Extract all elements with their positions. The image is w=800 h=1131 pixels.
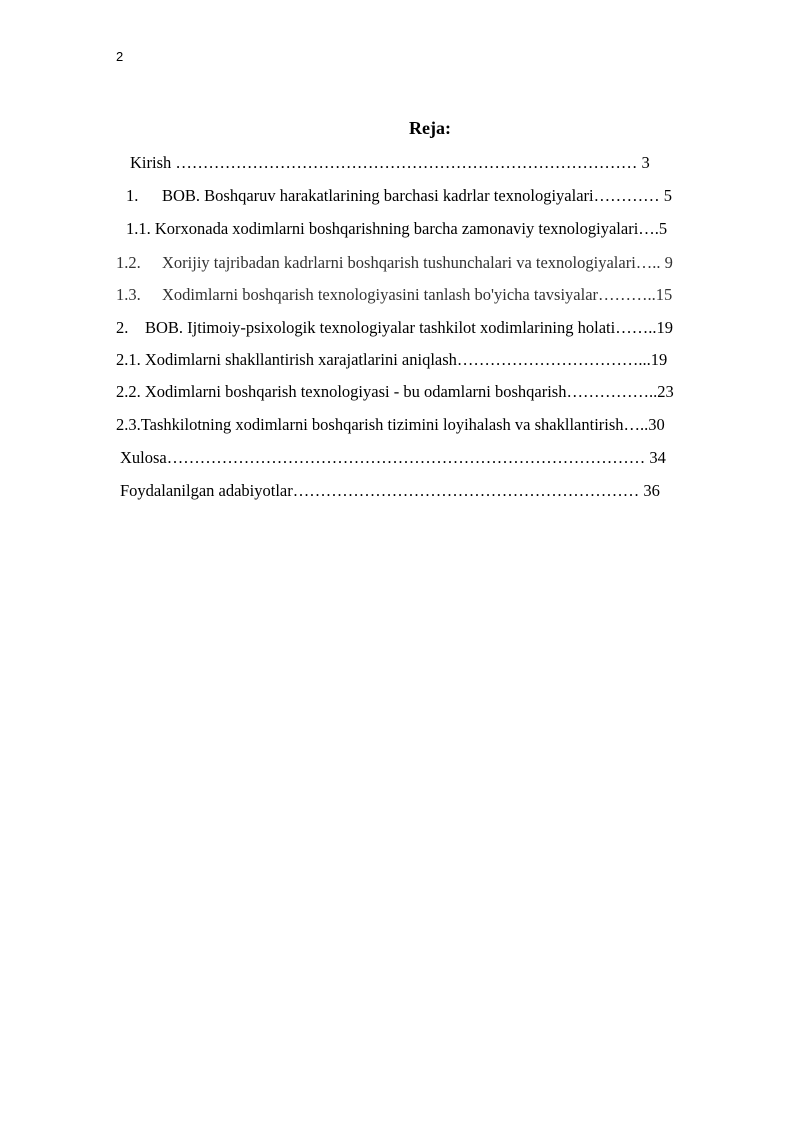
toc-entry-kirish[interactable] — [130, 153, 650, 173]
toc-entry-number: 1. — [126, 186, 139, 205]
toc-entry-section-1-3[interactable] — [116, 285, 672, 305]
toc-entry-number: 1.3. — [116, 285, 141, 304]
toc-entry-text: 2.2. Xodimlarni boshqarish texnologiyasi - bu odamlarni boshqarish……………..23 — [116, 382, 674, 401]
toc-entry-number: 2. — [116, 318, 129, 337]
toc-entry-text: Foydalanilgan adabiyotlar……………………………………………………… 36 — [120, 481, 660, 500]
toc-entry-text: 2.1. Xodimlarni shakllantirish xarajatlarini aniqlash……………………………...19 — [116, 350, 668, 369]
toc-entry-section-1-2[interactable] — [116, 253, 673, 273]
toc-entry-text: Xulosa…………………………………………………………………………… 34 — [120, 448, 666, 467]
toc-entry-text: BOB. Ijtimoiy-psixologik texnologiyalar tashkilot xodimlarining holati……..19 — [145, 318, 673, 337]
toc-entry-text: BOB. Boshqaruv harakatlarining barchasi kadrlar texnologiyalari………… 5 — [162, 186, 672, 205]
toc-entry-chapter-1[interactable] — [126, 186, 672, 206]
toc-entry-xulosa[interactable] — [120, 448, 666, 468]
page-number: 2 — [116, 49, 124, 64]
toc-entry-number: 1.2. — [116, 253, 141, 272]
toc-entry-text: Xodimlarni boshqarish texnologiyasini tanlash bo'yicha tavsiyalar………..15 — [162, 285, 673, 304]
toc-entry-section-2-1[interactable] — [116, 350, 667, 370]
toc-entry-text: Kirish ………………………………………………………………………… 3 — [130, 153, 650, 172]
toc-entry-section-2-3[interactable] — [116, 415, 665, 435]
toc-entry-section-1-1[interactable] — [126, 219, 667, 239]
toc-entry-text: 1.1. Korxonada xodimlarni boshqarishning barcha zamonaviy texnologiyalari….5 — [126, 219, 668, 238]
toc-entry-text: 2.3.Tashkilotning xodimlarni boshqarish tizimini loyihalash va shakllantirish…..30 — [116, 415, 665, 434]
toc-entry-references[interactable] — [120, 481, 660, 501]
toc-title: Reja: — [409, 118, 451, 138]
toc-entry-text: Xorijiy tajribadan kadrlarni boshqarish tushunchalari va texnologiyalari….. 9 — [162, 253, 673, 272]
toc-entry-chapter-2[interactable] — [116, 318, 673, 338]
toc-entry-section-2-2[interactable] — [116, 382, 674, 402]
